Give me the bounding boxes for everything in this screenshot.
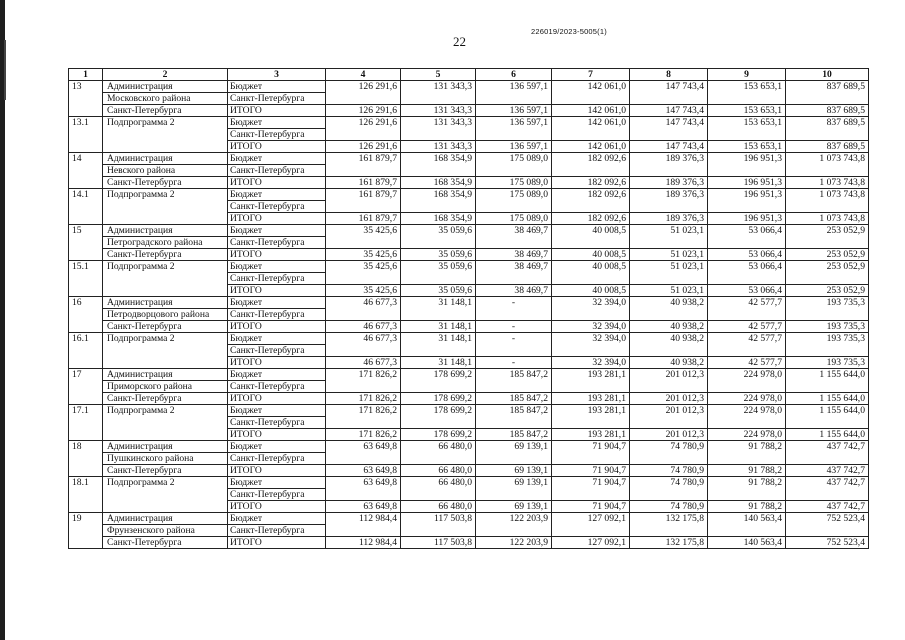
total-value: 136 597,1 — [476, 141, 552, 153]
column-number-1: 1 — [69, 69, 103, 81]
total-value: 46 677,3 — [326, 357, 401, 369]
total-value: 193 735,3 — [786, 357, 869, 369]
row-budget — [69, 117, 869, 129]
row-total — [69, 393, 869, 405]
budget-value: 185 847,2 — [476, 369, 552, 393]
administration-name: Фрунзенского района — [103, 525, 228, 537]
budget-value: 38 469,7 — [476, 225, 552, 249]
budget-value: 153 653,1 — [708, 117, 786, 141]
row-number: 18.1 — [69, 477, 103, 513]
budget-value: 38 469,7 — [476, 261, 552, 285]
budget-value: 178 699,2 — [401, 369, 476, 393]
source-label: Санкт-Петербурга — [228, 201, 326, 213]
total-value: 224 978,0 — [708, 429, 786, 441]
row-number: 14.1 — [69, 189, 103, 225]
budget-value: 437 742,7 — [786, 441, 869, 465]
total-value: 66 480,0 — [401, 501, 476, 513]
total-value: 175 089,0 — [476, 177, 552, 189]
total-value: 185 847,2 — [476, 429, 552, 441]
administration-name: Санкт-Петербурга — [103, 249, 228, 261]
total-label: ИТОГО — [228, 501, 326, 513]
total-value: 35 425,6 — [326, 249, 401, 261]
budget-value: 175 089,0 — [476, 189, 552, 213]
total-value: 168 354,9 — [401, 177, 476, 189]
total-label: ИТОГО — [228, 465, 326, 477]
budget-value: 142 061,0 — [552, 117, 630, 141]
administration-name: Администрация — [103, 369, 228, 381]
source-label: Санкт-Петербурга — [228, 489, 326, 501]
budget-value: - — [476, 297, 552, 321]
total-value: 53 066,4 — [708, 285, 786, 297]
budget-value: 35 425,6 — [326, 225, 401, 249]
row-budget — [69, 297, 869, 309]
budget-value: 1 155 644,0 — [786, 405, 869, 429]
row-total — [69, 537, 869, 549]
budget-value: 175 089,0 — [476, 153, 552, 177]
total-value: 837 689,5 — [786, 141, 869, 153]
total-label: ИТОГО — [228, 357, 326, 369]
budget-value: 40 008,5 — [552, 261, 630, 285]
column-number-4: 4 — [326, 69, 401, 81]
column-number-2: 2 — [103, 69, 228, 81]
program-name: Подпрограмма 2 — [103, 405, 228, 441]
total-value: 31 148,1 — [401, 321, 476, 333]
administration-name: Администрация — [103, 81, 228, 93]
administration-name: Санкт-Петербурга — [103, 537, 228, 549]
total-value: 51 023,1 — [630, 285, 708, 297]
total-value: 71 904,7 — [552, 501, 630, 513]
total-value: 91 788,2 — [708, 465, 786, 477]
column-number-row — [69, 69, 869, 81]
total-value: 46 677,3 — [326, 321, 401, 333]
budget-value: 171 826,2 — [326, 369, 401, 393]
row-budget — [69, 261, 869, 273]
budget-value: 66 480,0 — [401, 441, 476, 465]
budget-value: 147 743,4 — [630, 81, 708, 105]
administration-name: Санкт-Петербурга — [103, 393, 228, 405]
budget-value: 42 577,7 — [708, 333, 786, 357]
total-value: 40 008,5 — [552, 285, 630, 297]
budget-value: 837 689,5 — [786, 117, 869, 141]
budget-value: 132 175,8 — [630, 513, 708, 537]
column-number-3: 3 — [228, 69, 326, 81]
total-value: 189 376,3 — [630, 177, 708, 189]
administration-name: Администрация — [103, 441, 228, 453]
row-number: 13.1 — [69, 117, 103, 153]
row-number: 16.1 — [69, 333, 103, 369]
budget-value: 168 354,9 — [401, 189, 476, 213]
total-value: 189 376,3 — [630, 213, 708, 225]
source-label: Санкт-Петербурга — [228, 381, 326, 393]
budget-value: 193 735,3 — [786, 297, 869, 321]
budget-value: 153 653,1 — [708, 81, 786, 105]
row-number: 13 — [69, 81, 103, 117]
total-value: 40 938,2 — [630, 321, 708, 333]
budget-value: 193 281,1 — [552, 405, 630, 429]
total-value: 437 742,7 — [786, 501, 869, 513]
total-value: 69 139,1 — [476, 501, 552, 513]
row-budget — [69, 189, 869, 201]
budget-value: 201 012,3 — [630, 369, 708, 393]
program-name: Подпрограмма 2 — [103, 189, 228, 225]
scan-edge-mark — [4, 40, 6, 100]
column-number-7: 7 — [552, 69, 630, 81]
row-budget — [69, 513, 869, 525]
budget-value: 1 073 743,8 — [786, 189, 869, 213]
row-budget — [69, 441, 869, 453]
column-number-10: 10 — [786, 69, 869, 81]
total-value: 51 023,1 — [630, 249, 708, 261]
row-budget — [69, 333, 869, 345]
budget-value: 91 788,2 — [708, 441, 786, 465]
budget-value: 71 904,7 — [552, 441, 630, 465]
budget-value: 253 052,9 — [786, 225, 869, 249]
budget-value: 46 677,3 — [326, 297, 401, 321]
budget-value: 63 649,8 — [326, 477, 401, 501]
total-value: 201 012,3 — [630, 429, 708, 441]
total-value: 171 826,2 — [326, 393, 401, 405]
total-value: 40 008,5 — [552, 249, 630, 261]
total-value: 117 503,8 — [401, 537, 476, 549]
budget-value: 196 951,3 — [708, 153, 786, 177]
budget-value: 63 649,8 — [326, 441, 401, 465]
total-value: 38 469,7 — [476, 285, 552, 297]
administration-name: Санкт-Петербурга — [103, 321, 228, 333]
total-value: 74 780,9 — [630, 465, 708, 477]
total-value: 168 354,9 — [401, 213, 476, 225]
budget-value: 35 059,6 — [401, 261, 476, 285]
column-number-8: 8 — [630, 69, 708, 81]
program-name: Подпрограмма 2 — [103, 333, 228, 369]
budget-value: 224 978,0 — [708, 405, 786, 429]
administration-name: Администрация — [103, 225, 228, 237]
total-value: 53 066,4 — [708, 249, 786, 261]
budget-value: 140 563,4 — [708, 513, 786, 537]
total-value: 32 394,0 — [552, 321, 630, 333]
row-number: 18 — [69, 441, 103, 477]
budget-value: 1 155 644,0 — [786, 369, 869, 393]
total-value: 63 649,8 — [326, 465, 401, 477]
budget-value: 117 503,8 — [401, 513, 476, 537]
total-value: 1 073 743,8 — [786, 177, 869, 189]
total-value: 126 291,6 — [326, 105, 401, 117]
program-name: Подпрограмма 2 — [103, 261, 228, 297]
total-label: ИТОГО — [228, 105, 326, 117]
total-value: 1 155 644,0 — [786, 393, 869, 405]
source-label: Санкт-Петербурга — [228, 309, 326, 321]
total-value: 42 577,7 — [708, 357, 786, 369]
total-value: 193 281,1 — [552, 393, 630, 405]
row-number: 19 — [69, 513, 103, 549]
total-value: 142 061,0 — [552, 141, 630, 153]
total-value: 35 059,6 — [401, 285, 476, 297]
source-label: Бюджет — [228, 189, 326, 201]
total-value: 132 175,8 — [630, 537, 708, 549]
budget-value: 131 343,3 — [401, 117, 476, 141]
document-code: 226019/2023-5005(1) — [531, 27, 607, 36]
total-value: 127 092,1 — [552, 537, 630, 549]
total-value: 140 563,4 — [708, 537, 786, 549]
source-label: Санкт-Петербурга — [228, 273, 326, 285]
row-number: 17 — [69, 369, 103, 405]
budget-value: 69 139,1 — [476, 441, 552, 465]
total-value: 253 052,9 — [786, 285, 869, 297]
budget-value: 126 291,6 — [326, 81, 401, 105]
administration-name: Санкт-Петербурга — [103, 465, 228, 477]
budget-value: 1 073 743,8 — [786, 153, 869, 177]
budget-value: - — [476, 333, 552, 357]
budget-value: 253 052,9 — [786, 261, 869, 285]
total-value: 178 699,2 — [401, 393, 476, 405]
budget-value: 168 354,9 — [401, 153, 476, 177]
total-value: 147 743,4 — [630, 141, 708, 153]
total-value: 193 281,1 — [552, 429, 630, 441]
source-label: Санкт-Петербурга — [228, 129, 326, 141]
source-label: Санкт-Петербурга — [228, 525, 326, 537]
source-label: Бюджет — [228, 405, 326, 417]
source-label: Бюджет — [228, 225, 326, 237]
source-label: Санкт-Петербурга — [228, 165, 326, 177]
administration-name: Петроградского района — [103, 237, 228, 249]
budget-value: 35 425,6 — [326, 261, 401, 285]
total-value: 182 092,6 — [552, 177, 630, 189]
budget-value: 46 677,3 — [326, 333, 401, 357]
row-budget — [69, 81, 869, 93]
budget-value: 201 012,3 — [630, 405, 708, 429]
budget-value: 147 743,4 — [630, 117, 708, 141]
total-value: 35 059,6 — [401, 249, 476, 261]
budget-value: 40 008,5 — [552, 225, 630, 249]
source-label: Бюджет — [228, 261, 326, 273]
budget-value: 193 281,1 — [552, 369, 630, 393]
row-budget — [69, 153, 869, 165]
budget-value: 837 689,5 — [786, 81, 869, 105]
budget-value: 136 597,1 — [476, 81, 552, 105]
total-value: 131 343,3 — [401, 141, 476, 153]
total-value: 91 788,2 — [708, 501, 786, 513]
total-value: 35 425,6 — [326, 285, 401, 297]
budget-value: 112 984,4 — [326, 513, 401, 537]
total-value: 42 577,7 — [708, 321, 786, 333]
total-value: 69 139,1 — [476, 465, 552, 477]
source-label: Санкт-Петербурга — [228, 345, 326, 357]
total-value: 122 203,9 — [476, 537, 552, 549]
budget-value: 142 061,0 — [552, 81, 630, 105]
administration-name: Приморского района — [103, 381, 228, 393]
column-number-6: 6 — [476, 69, 552, 81]
total-label: ИТОГО — [228, 537, 326, 549]
total-value: 201 012,3 — [630, 393, 708, 405]
total-value: 126 291,6 — [326, 141, 401, 153]
column-number-9: 9 — [708, 69, 786, 81]
row-number: 15 — [69, 225, 103, 261]
budget-value: 182 092,6 — [552, 153, 630, 177]
budget-value: 171 826,2 — [326, 405, 401, 429]
administration-name: Администрация — [103, 513, 228, 525]
row-total — [69, 177, 869, 189]
total-label: ИТОГО — [228, 429, 326, 441]
total-value: - — [476, 357, 552, 369]
total-value: 153 653,1 — [708, 141, 786, 153]
total-value: 175 089,0 — [476, 213, 552, 225]
source-label: Бюджет — [228, 117, 326, 129]
budget-value: 74 780,9 — [630, 477, 708, 501]
total-value: 63 649,8 — [326, 501, 401, 513]
administration-name: Санкт-Петербурга — [103, 105, 228, 117]
row-number: 17.1 — [69, 405, 103, 441]
administration-name: Администрация — [103, 153, 228, 165]
budget-value: 69 139,1 — [476, 477, 552, 501]
budget-value: 32 394,0 — [552, 297, 630, 321]
budget-value: 189 376,3 — [630, 153, 708, 177]
total-value: 1 073 743,8 — [786, 213, 869, 225]
administration-name: Московского района — [103, 93, 228, 105]
total-value: 1 155 644,0 — [786, 429, 869, 441]
row-total — [69, 465, 869, 477]
budget-value: 196 951,3 — [708, 189, 786, 213]
budget-value: 53 066,4 — [708, 261, 786, 285]
source-label: Бюджет — [228, 333, 326, 345]
budget-value: 161 879,7 — [326, 153, 401, 177]
total-value: 752 523,4 — [786, 537, 869, 549]
row-total — [69, 249, 869, 261]
total-label: ИТОГО — [228, 141, 326, 153]
row-number: 14 — [69, 153, 103, 189]
budget-value: 74 780,9 — [630, 441, 708, 465]
source-label: Санкт-Петербурга — [228, 237, 326, 249]
source-label: Бюджет — [228, 153, 326, 165]
row-budget — [69, 405, 869, 417]
administration-name: Администрация — [103, 297, 228, 309]
administration-name: Петродворцового района — [103, 309, 228, 321]
total-value: 178 699,2 — [401, 429, 476, 441]
total-label: ИТОГО — [228, 249, 326, 261]
budget-value: 31 148,1 — [401, 297, 476, 321]
source-label: Бюджет — [228, 477, 326, 489]
total-value: 142 061,0 — [552, 105, 630, 117]
total-label: ИТОГО — [228, 213, 326, 225]
row-budget — [69, 225, 869, 237]
budget-value: 161 879,7 — [326, 189, 401, 213]
total-value: 31 148,1 — [401, 357, 476, 369]
source-label: Бюджет — [228, 441, 326, 453]
row-budget — [69, 477, 869, 489]
total-value: 224 978,0 — [708, 393, 786, 405]
budget-value: 66 480,0 — [401, 477, 476, 501]
budget-value: 193 735,3 — [786, 333, 869, 357]
total-value: 437 742,7 — [786, 465, 869, 477]
total-value: 171 826,2 — [326, 429, 401, 441]
source-label: Бюджет — [228, 81, 326, 93]
administration-name: Пушкинского района — [103, 453, 228, 465]
total-label: ИТОГО — [228, 321, 326, 333]
source-label: Санкт-Петербурга — [228, 93, 326, 105]
budget-value: 32 394,0 — [552, 333, 630, 357]
row-number: 15.1 — [69, 261, 103, 297]
total-value: 136 597,1 — [476, 105, 552, 117]
budget-value: 131 343,3 — [401, 81, 476, 105]
column-number-5: 5 — [401, 69, 476, 81]
row-total — [69, 321, 869, 333]
budget-value: 35 059,6 — [401, 225, 476, 249]
total-value: 66 480,0 — [401, 465, 476, 477]
budget-value: 126 291,6 — [326, 117, 401, 141]
budget-value: 752 523,4 — [786, 513, 869, 537]
budget-table — [68, 68, 869, 549]
budget-value: 40 938,2 — [630, 333, 708, 357]
total-value: 196 951,3 — [708, 213, 786, 225]
total-label: ИТОГО — [228, 393, 326, 405]
budget-value: 122 203,9 — [476, 513, 552, 537]
total-label: ИТОГО — [228, 285, 326, 297]
administration-name: Невского района — [103, 165, 228, 177]
administration-name: Санкт-Петербурга — [103, 177, 228, 189]
total-value: 147 743,4 — [630, 105, 708, 117]
row-total — [69, 105, 869, 117]
total-label: ИТОГО — [228, 177, 326, 189]
budget-value: 185 847,2 — [476, 405, 552, 429]
total-value: 71 904,7 — [552, 465, 630, 477]
budget-value: 437 742,7 — [786, 477, 869, 501]
page-number: 22 — [453, 34, 466, 49]
budget-value: 51 023,1 — [630, 225, 708, 249]
source-label: Бюджет — [228, 513, 326, 525]
budget-value: 91 788,2 — [708, 477, 786, 501]
source-label: Бюджет — [228, 369, 326, 381]
budget-value: 136 597,1 — [476, 117, 552, 141]
total-value: 837 689,5 — [786, 105, 869, 117]
total-value: 161 879,7 — [326, 213, 401, 225]
total-value: 131 343,3 — [401, 105, 476, 117]
program-name: Подпрограмма 2 — [103, 117, 228, 153]
total-value: 253 052,9 — [786, 249, 869, 261]
total-value: 193 735,3 — [786, 321, 869, 333]
source-label: Бюджет — [228, 297, 326, 309]
budget-value: 31 148,1 — [401, 333, 476, 357]
total-value: 161 879,7 — [326, 177, 401, 189]
total-value: 196 951,3 — [708, 177, 786, 189]
source-label: Санкт-Петербурга — [228, 417, 326, 429]
total-value: 153 653,1 — [708, 105, 786, 117]
budget-value: 182 092,6 — [552, 189, 630, 213]
budget-value: 53 066,4 — [708, 225, 786, 249]
budget-value: 42 577,7 — [708, 297, 786, 321]
budget-value: 127 092,1 — [552, 513, 630, 537]
budget-value: 71 904,7 — [552, 477, 630, 501]
program-name: Подпрограмма 2 — [103, 477, 228, 513]
total-value: 40 938,2 — [630, 357, 708, 369]
total-value: 185 847,2 — [476, 393, 552, 405]
table-body — [69, 69, 869, 549]
budget-value: 51 023,1 — [630, 261, 708, 285]
source-label: Санкт-Петербурга — [228, 453, 326, 465]
budget-value: 189 376,3 — [630, 189, 708, 213]
total-value: 32 394,0 — [552, 357, 630, 369]
row-number: 16 — [69, 297, 103, 333]
total-value: 112 984,4 — [326, 537, 401, 549]
total-value: 182 092,6 — [552, 213, 630, 225]
budget-value: 224 978,0 — [708, 369, 786, 393]
total-value: - — [476, 321, 552, 333]
budget-value: 40 938,2 — [630, 297, 708, 321]
total-value: 74 780,9 — [630, 501, 708, 513]
budget-value: 178 699,2 — [401, 405, 476, 429]
total-value: 38 469,7 — [476, 249, 552, 261]
row-budget — [69, 369, 869, 381]
